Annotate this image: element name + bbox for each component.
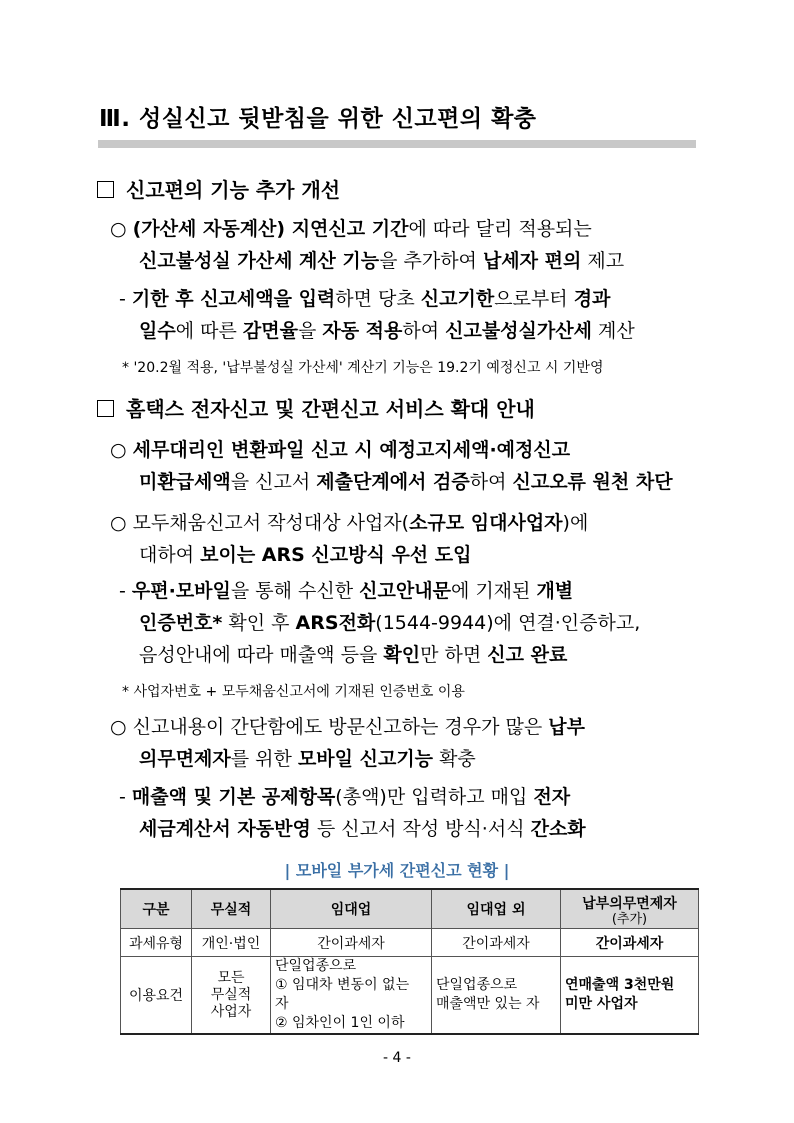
s2-dash-2-line-2: 인증번호* 확인 후 ARS전화(1544-9944)에 연결·인증하고, [139,612,641,634]
s1-dash-1-line-2: 일수에 따른 감면율을 자동 적용하여 신고불성실가산세 계산 [139,320,635,342]
s2-bullet-2-line-2: 대하여 보이는 ARS 신고방식 우선 도입 [139,544,472,566]
row-label: 과세유형 [121,929,192,957]
table-cell: 간이과세자 [561,929,699,957]
table-cell: 연매출액 3천만원 미만 사업자 [561,957,699,1035]
header-exempt: 납부의무면제자 (추가) [561,889,699,929]
table-cell: 모든 무실적 사업자 [192,957,271,1035]
header-rental: 임대업 [271,889,432,929]
s2-footnote: * 사업자번호 + 모두채움신고서에 기재된 인증번호 이용 [122,684,465,700]
header-category: 구분 [121,889,192,929]
square-bullet-icon [97,181,114,198]
s2-bullet-3-line-2: 의무면제자를 위한 모바일 신고기능 확충 [139,748,476,770]
table-cell: 개인·법인 [192,929,271,957]
table-row [121,929,699,957]
table-cell: 단일업종으로 매출액만 있는 자 [432,957,561,1035]
table-row [121,957,699,1035]
row-label: 이용요건 [121,957,192,1035]
s2-dash-3-line-2: 세금계산서 자동반영 등 신고서 작성 방식·서식 간소화 [139,818,586,840]
table-cell: 간이과세자 [271,929,432,957]
s1-bullet-1-line-1: ○ (가산세 자동계산) 지연신고 기간에 따라 달리 적용되는 [110,218,592,240]
s1-bullet-1-line-2: 신고불성실 가산세 계산 기능을 추가하여 납세자 편의 제고 [139,250,625,272]
s2-bullet-3-line-1: ○ 신고내용이 간단함에도 방문신고하는 경우가 많은 납부 [110,716,585,738]
s2-dash-2-line-1: - 우편·모바일을 통해 수신한 신고안내문에 기재된 개별 [119,580,574,602]
s2-bullet-1-line-1: ○ 세무대리인 변환파일 신고 시 예정고지세액·예정신고 [110,439,571,461]
s2-bullet-1-line-2: 미환급세액을 신고서 제출단계에서 검증하여 신고오류 원천 차단 [139,471,673,493]
s2-dash-3-line-1: - 매출액 및 기본 공제항목(총액)만 입력하고 매입 전자 [119,786,571,808]
s2-dash-2-line-3: 음성안내에 따라 매출액 등을 확인만 하면 신고 완료 [139,644,568,666]
table-caption: | 모바일 부가세 간편신고 현황 | [284,861,510,880]
header-non-rental: 임대업 외 [432,889,561,929]
s1-dash-1-line-1: - 기한 후 신고세액을 입력하면 당초 신고기한으로부터 경과 [119,288,611,310]
section-1-heading: 신고편의 기능 추가 개선 [97,178,340,202]
page-number: - 4 - [383,1050,411,1066]
section-2-heading: 홈택스 전자신고 및 간편신고 서비스 확대 안내 [97,397,535,421]
table-cell: 간이과세자 [432,929,561,957]
square-bullet-icon [97,400,114,417]
section-title: Ⅲ. 성실신고 뒷받침을 위한 신고편의 확충 [99,106,537,132]
table-header-row [121,889,699,929]
header-no-performance: 무실적 [192,889,271,929]
mobile-vat-table [120,888,699,1035]
title-underline [98,140,696,148]
s1-footnote: * '20.2월 적용, '납부불성실 가산세' 계산기 기능은 19.2기 예정신고 시 기반영 [122,360,604,376]
s2-bullet-2-line-1: ○ 모두채움신고서 작성대상 사업자(소규모 임대사업자)에 [110,512,589,534]
table-cell: 단일업종으로 ① 임대차 변동이 없는 자 ② 임차인이 1인 이하 [271,957,432,1035]
